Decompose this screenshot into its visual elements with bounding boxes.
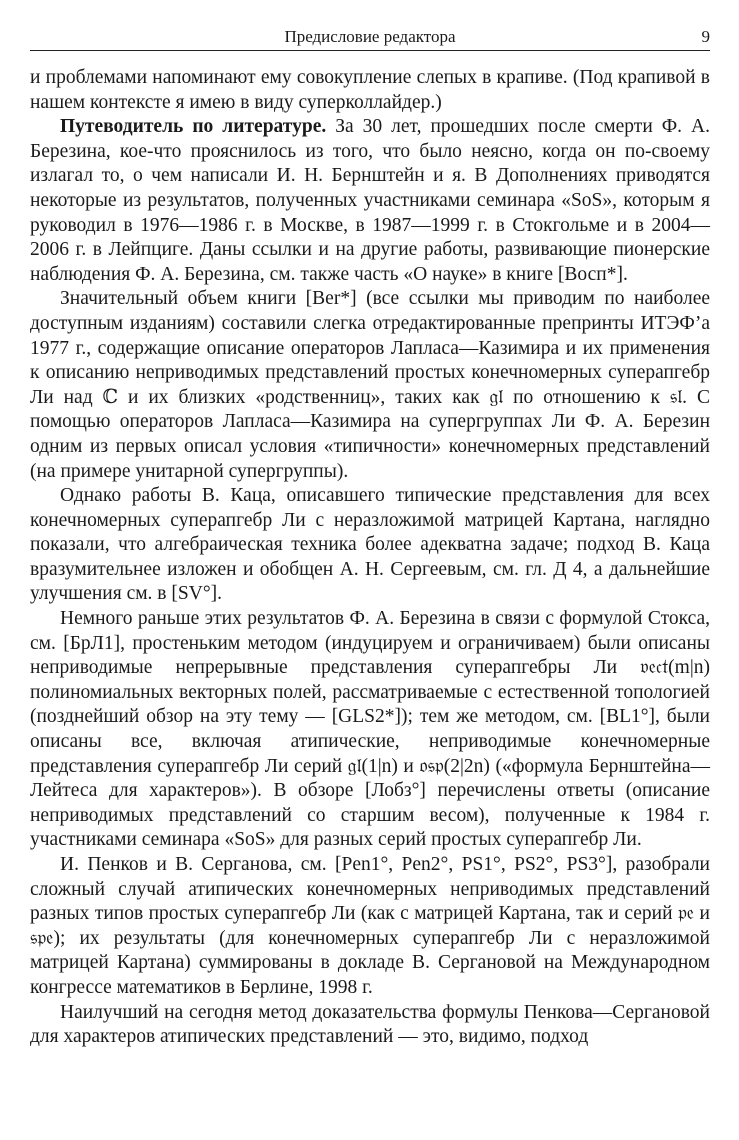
paragraph-text: Значительный объем книги [Ber*] (все ссылки мы приводим по наиболее доступным изданиям) составили слегка отредактированные препринты ИТЭФ’а 1977 г., содержащие описание операторов Лапласа—Казимира и их применения к описанию неприводимых представлений простых конечномерных суперапгебр Ли над ℂ и их близких «родственниц», таких как 𝔤𝔩 по отношению к 𝔰𝔩. С помощью операторов Лапласа—Казимира на супергруппах Ли Ф. А. Березин одним из первых описал условия «типичности» конечномерных представлений (на примере унитарной супергруппы). bbox=[30, 288, 710, 482]
paragraph-text: За 30 лет, прошедших после смерти Ф. А. Березина, кое-что прояснилось из того, что было неясно, когда он по-своему излагал то, о чем написали И. Н. Бернштейн и я. В Дополнениях приводятся некоторые из результатов, полученных участниками семинара «SoS», которым я руководил в 1976—1986 г. в Москве, в 1987—1999 г. в Стокгольме и в 2004—2006 г. в Лейпциге. Даны ссылки и на другие работы, развивающие пионерские наблюдения Ф. А. Березина, см. также часть «О науке» в книге [Восп*]. bbox=[30, 116, 710, 285]
page-body bbox=[30, 66, 710, 1050]
paragraph bbox=[30, 1001, 710, 1050]
paragraph-text: Немного раньше этих результатов Ф. А. Березина в связи с формулой Стокса, см. [БрЛ1], простеньким методом (индуцируем и ограничиваем) были описаны неприводимые непрерывные представления суперапгебры Ли 𝔳𝔢𝔠𝔱(m|n) полиномиальных векторных полей, рассматриваемые с естественной топологией (позднейший обзор на эту тему — [GLS2*]); тем же методом, см. [BL1°], были описаны все, включая атипические, неприводимые конечномерные представления суперапгебр Ли серий 𝔤𝔩(1|n) и 𝔬𝔰𝔭(2|2n) («формула Бернштейна—Лейтеса для характеров»). В обзоре [Лобз°] перечислены ответы (описание неприводимых представлений со старшим весом), полученные к 1984 г. участниками семинара «SoS» для разных серий простых суперапгебр Ли. bbox=[30, 608, 710, 851]
paragraph-text: И. Пенков и В. Серганова, см. [Pen1°, Pen2°, PS1°, PS2°, PS3°], разобрали сложный случай атипических конечномерных неприводимых представлений разных типов простых суперапгебр Ли (как с матрицей Картана, так и серий 𝔭𝔢 и 𝔰𝔭𝔢); их результаты (для конечномерных суперапгебр Ли с неразложимой матрицей Картана) суммированы в докладе В. Сергановой на Международном конгрессе математиков в Берлине, 1998 г. bbox=[30, 854, 710, 998]
paragraph bbox=[30, 853, 710, 1001]
paragraph bbox=[30, 66, 710, 115]
paragraph-text: Однако работы В. Каца, описавшего типические представления для всех конечномерных суперапгебр Ли с неразложимой матрицей Картана, наглядно показали, что алгебраическая техника более адекватна задаче; подход В. Каца вразумительнее изложен и обобщен А. Н. Сергеевым, см. гл. Д 4, а дальнейшие улучшения см. в [SV°]. bbox=[30, 485, 710, 605]
header-title: Предисловие редактора bbox=[284, 27, 456, 46]
paragraph-heading: Путеводитель по литературе. bbox=[60, 116, 327, 138]
paragraph bbox=[30, 287, 710, 484]
paragraph bbox=[30, 115, 710, 287]
book-page bbox=[30, 0, 710, 1140]
running-header bbox=[30, 26, 710, 51]
paragraph-text: Наилучший на сегодня метод доказательства формулы Пенкова—Сергановой для характеров атипических представлений — это, видимо, подход bbox=[30, 1001, 710, 1048]
paragraph-text: и проблемами напоминают ему совокупление слепых в крапиве. (Под крапивой в нашем контексте я имею в виду суперколлайдер.) bbox=[30, 67, 710, 113]
paragraph bbox=[30, 484, 710, 607]
page-number: 9 bbox=[701, 27, 710, 46]
paragraph bbox=[30, 607, 710, 853]
